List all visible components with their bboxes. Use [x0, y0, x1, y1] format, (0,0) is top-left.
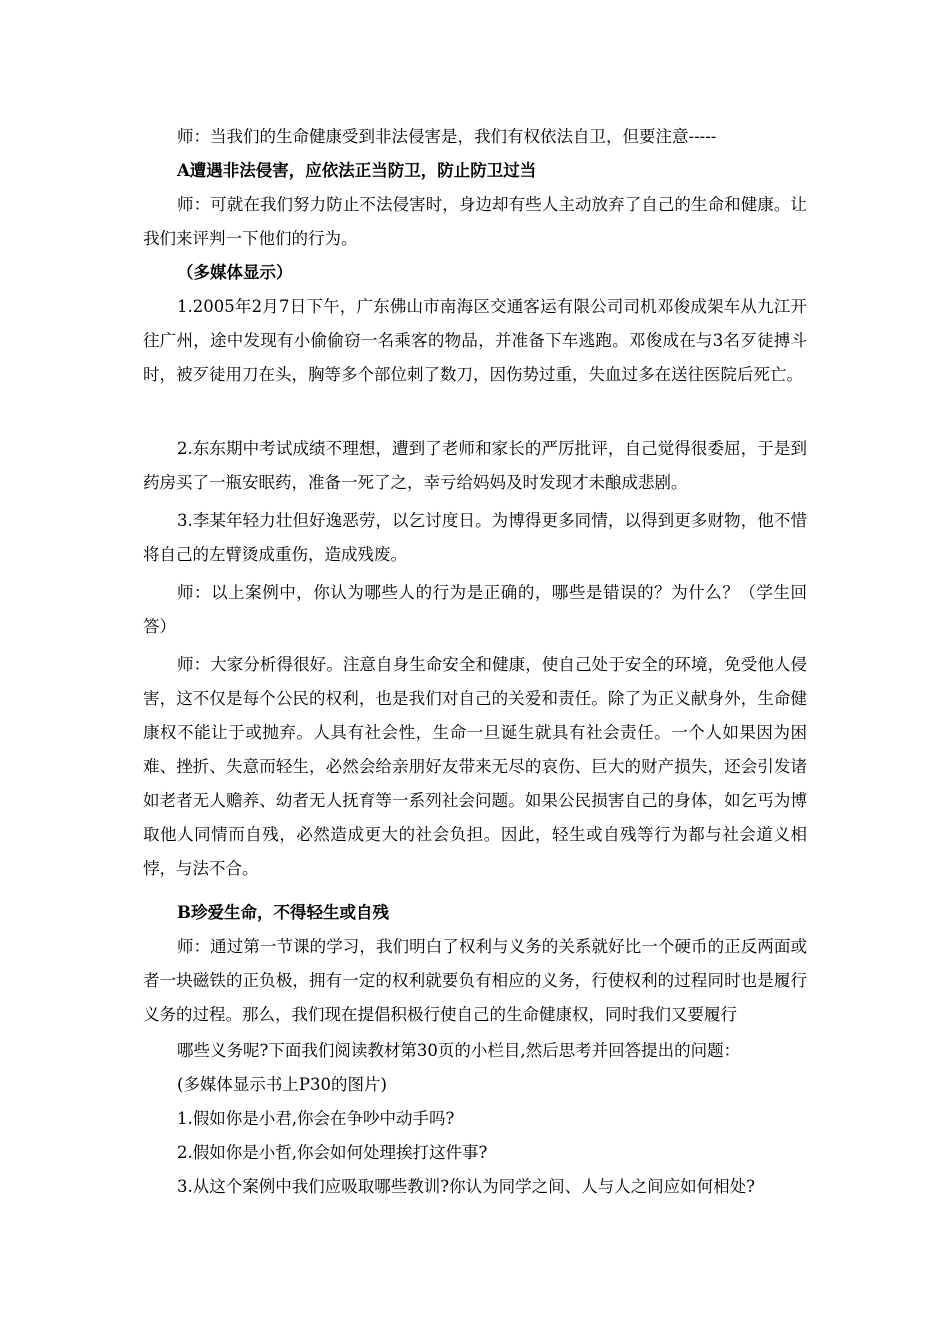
case-2-paragraph: 2.东东期中考试成绩不理想，遭到了老师和家长的严厉批评，自己觉得很委屈，于是到药房买了一瓶安眠药，准备一死了之，幸亏给妈妈及时发现才未酿成悲剧。 — [143, 439, 807, 492]
teacher-rights-duties-paragraph: 师：通过第一节课的学习，我们明白了权利与义务的关系就好比一个硬币的正反两面或者一块磁铁的正负极，拥有一定的权利就要负有相应的义务，行使权利的过程同时也是履行义务的过程。那么，我们现在提倡积极行使自己的生命健康权，同时我们又要履行 — [143, 937, 807, 1024]
heading-b-cherish-life: B珍爱生命，不得轻生或自残 — [177, 903, 389, 922]
teacher-paragraph-self-defense: 师：当我们的生命健康受到非法侵害是，我们有权依法自卫，但要注意----- — [177, 127, 717, 146]
heading-a-justifiable-defense: A遭遇非法侵害，应依法正当防卫，防止防卫过当 — [177, 161, 537, 180]
case-1-paragraph: 1.2005年2月7日下午，广东佛山市南海区交通客运有限公司司机邓俊成架车从九江开往广州，途中发现有小偷偷窃一名乘客的物品，并准备下车逃跑。邓俊成在与3名歹徒搏斗时，被歹徒用刀在头，胸等多个部位刺了数刀，因伤势过重，失血过多在送往医院后死亡。 — [143, 297, 807, 384]
question-2: 2.假如你是小哲,你会如何处理挨打这件事? — [177, 1143, 488, 1162]
teacher-analysis-paragraph: 师：大家分析得很好。注意自身生命安全和健康，使自己处于安全的环境，免受他人侵害，这不仅是每个公民的权利，也是我们对自己的关爱和责任。除了为正义献身外，生命健康权不能让于或抛弃。人具有社会性，生命一旦诞生就具有社会责任。一个人如果因为困难、挫折、失意而轻生，必然会给亲朋好友带来无尽的哀伤、巨大的财产损失，还会引发诸如老者无人赡养、幼者无人抚育等一系列社会问题。如果公民损害自己的身体，如乞丐为博取他人同情而自残，必然造成更大的社会负担。因此，轻生或自残等行为都与社会道义相悖，与法不合。 — [143, 655, 807, 878]
question-3: 3.从这个案例中我们应吸取哪些教训?你认为同学之间、人与人之间应如何相处? — [177, 1177, 755, 1196]
teacher-question-paragraph: 师：以上案例中，你认为哪些人的行为是正确的，哪些是错误的？为什么？（学生回答） — [143, 583, 807, 636]
reading-instruction-line: 哪些义务呢?下面我们阅读教材第30页的小栏目,然后思考并回答提出的问题： — [177, 1041, 741, 1060]
multimedia-display-note: （多媒体显示） — [177, 263, 293, 282]
multimedia-picture-note: (多媒体显示书上P30的图片) — [177, 1075, 387, 1094]
case-3-paragraph: 3.李某年轻力壮但好逸恶劳，以乞讨度日。为博得更多同情，以得到更多财物，他不惜将自己的左臂烫成重伤，造成残废。 — [143, 511, 807, 564]
question-1: 1.假如你是小君,你会在争吵中动手吗? — [177, 1109, 455, 1128]
teacher-paragraph-transition: 师：可就在我们努力防止不法侵害时，身边却有些人主动放弃了自己的生命和健康。让我们来评判一下他们的行为。 — [143, 195, 807, 248]
